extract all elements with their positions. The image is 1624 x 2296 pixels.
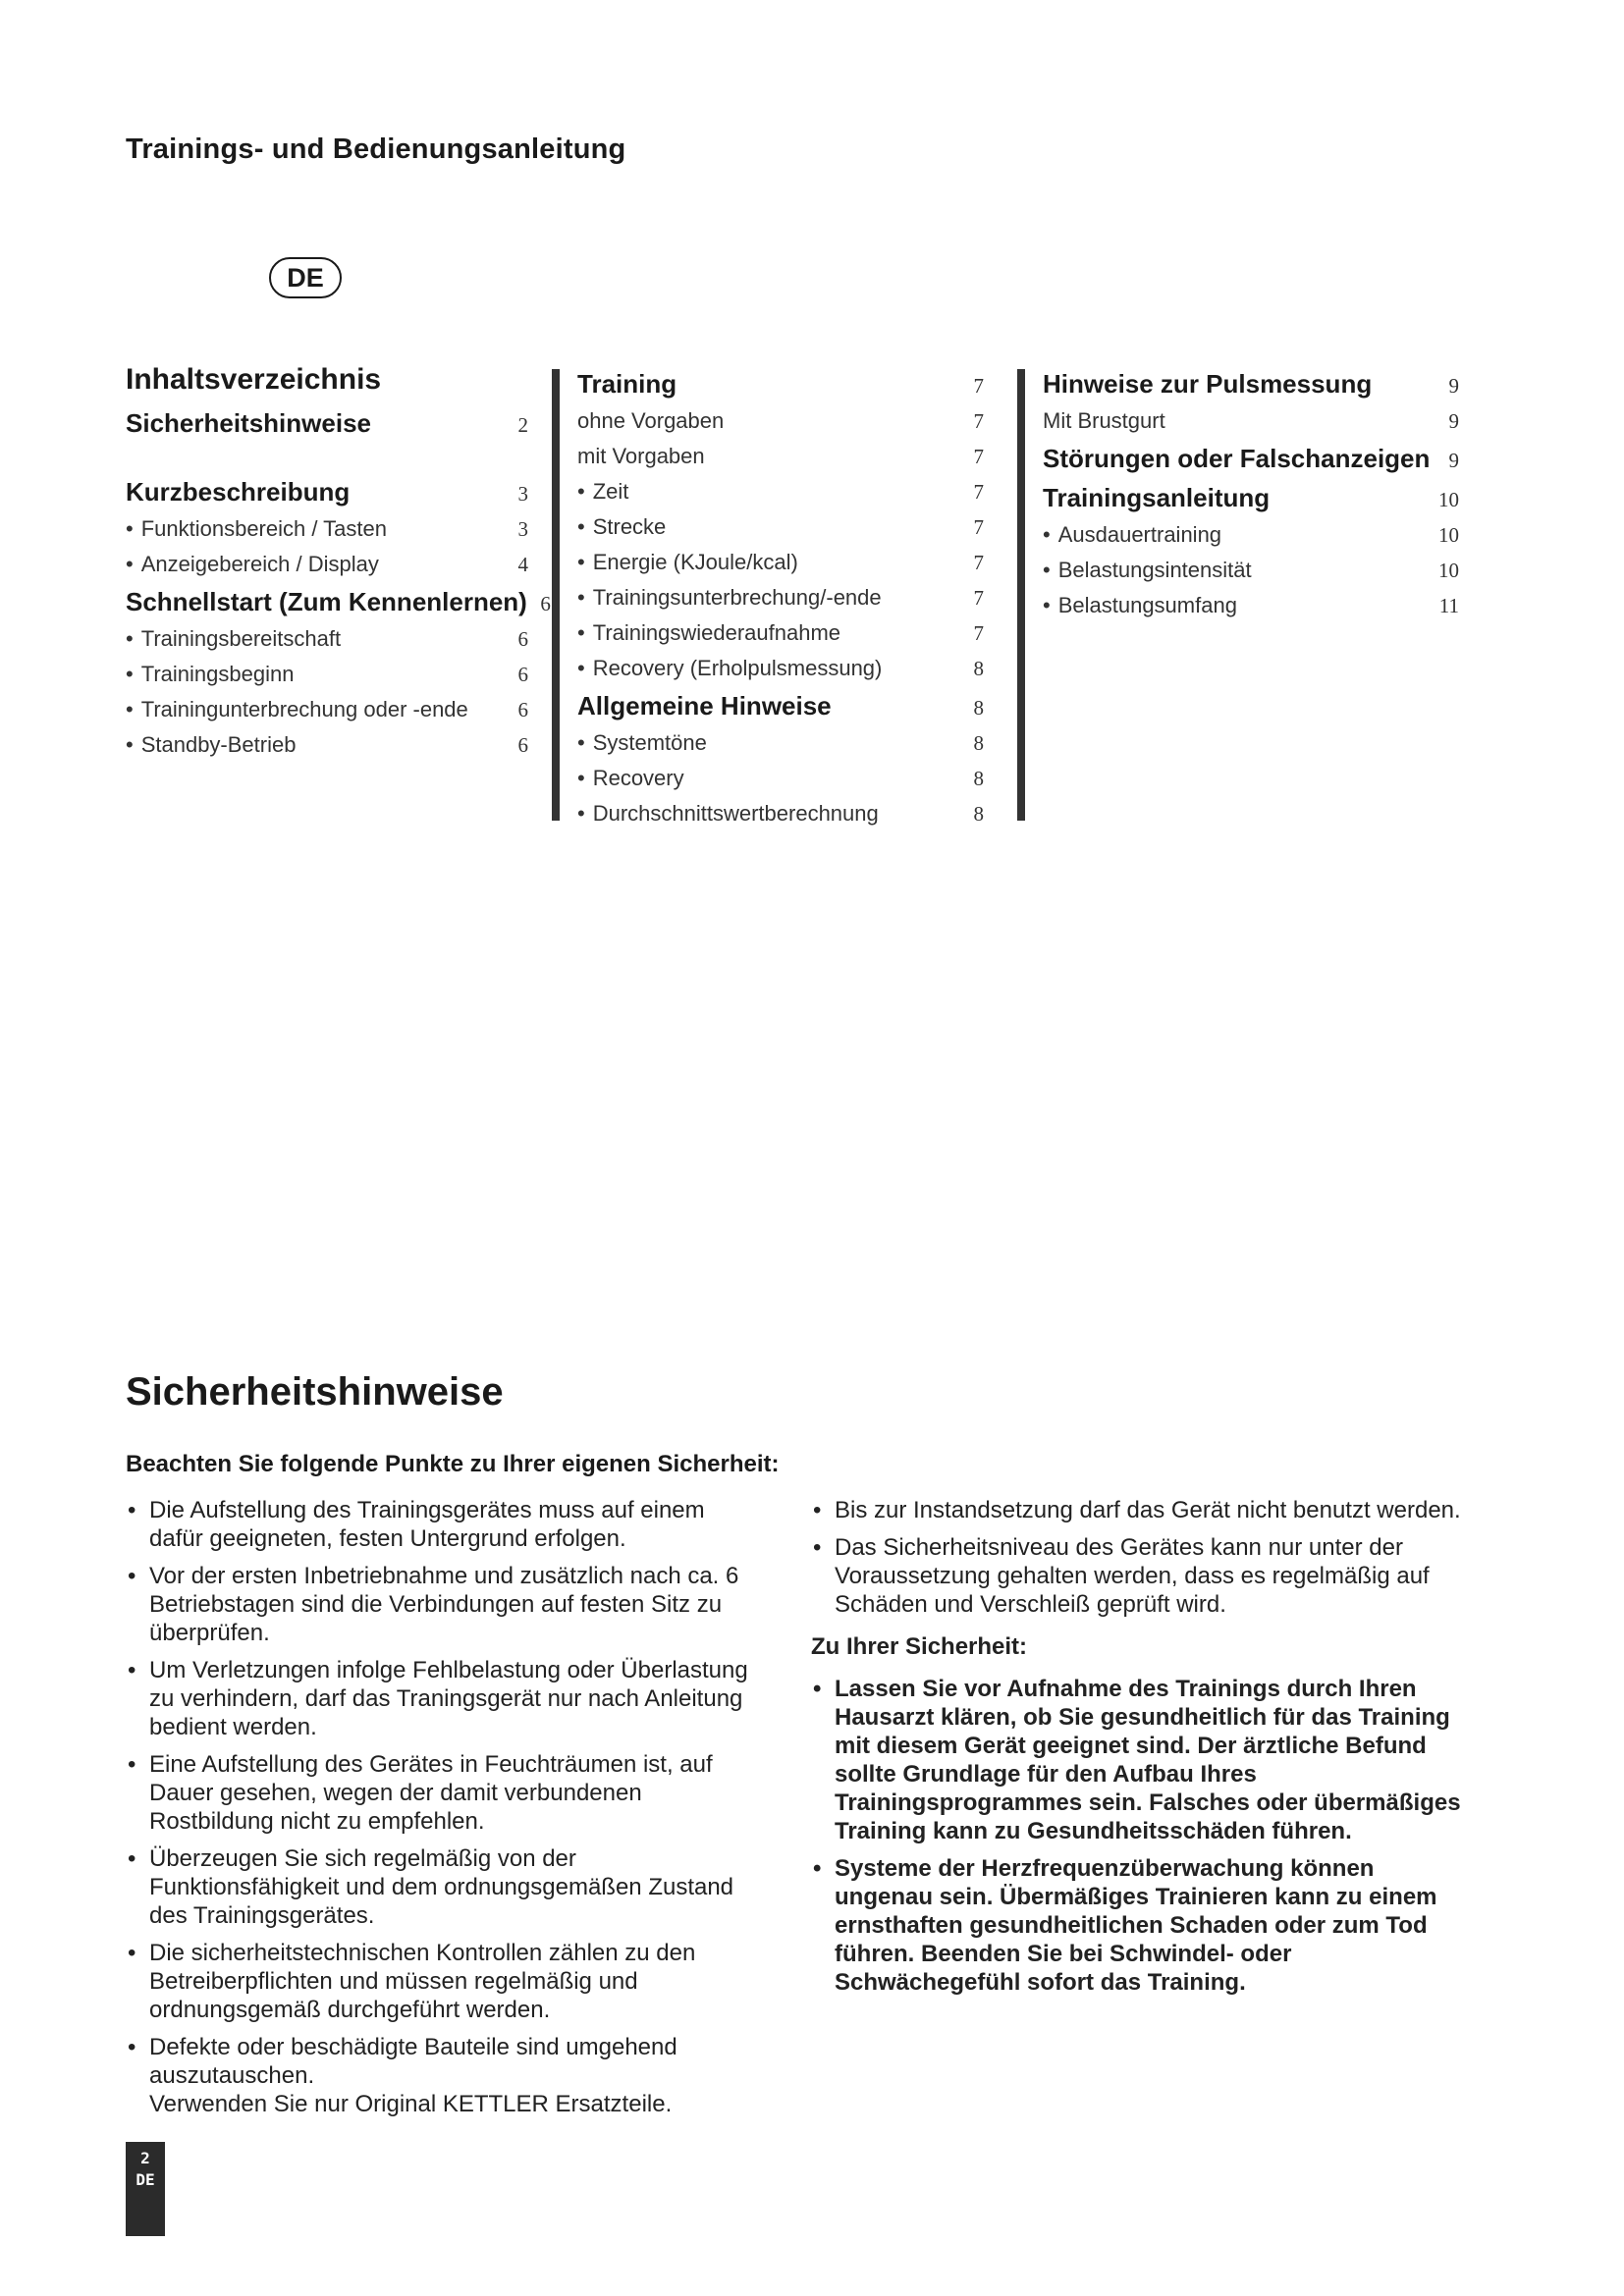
toc-entry-page: 7: [973, 551, 984, 574]
toc-entry-page: 6: [517, 698, 528, 721]
toc-entry-label: Allgemeine Hinweise: [577, 691, 832, 721]
toc-entry-page: 7: [973, 515, 984, 539]
toc-entry-page: 7: [973, 409, 984, 433]
list-item: • Eine Aufstellung des Gerätes in Feuchträumen ist, auf Dauer gesehen, wegen der damit verbundenen Rostbildung nicht zu empfehlen.: [126, 1750, 764, 1836]
toc-entry-label: Sicherheitshinweise: [126, 408, 371, 438]
list-item-note: Verwenden Sie nur Original KETTLER Ersatzteile.: [149, 2091, 673, 2117]
toc-entry[interactable]: [577, 801, 984, 836]
toc-entry-page: 6: [540, 592, 551, 615]
toc-entry-page: 10: [1438, 559, 1459, 582]
toc-entry-page: 3: [517, 517, 528, 541]
toc-column-3: [1017, 369, 1459, 821]
toc-entry-label: • Systemtöne: [577, 730, 707, 756]
toc-entry-page: 2: [517, 413, 528, 437]
toc-entry-page: 9: [1448, 449, 1459, 472]
toc-entry-page: 4: [517, 553, 528, 576]
toc-entry-page: 8: [973, 696, 984, 720]
toc-entry-label: • Trainingswiederaufnahme: [577, 620, 840, 646]
toc-entry[interactable]: [1043, 522, 1459, 558]
toc-entry[interactable]: [577, 408, 984, 444]
list-item: • Vor der ersten Inbetriebnahme und zusätzlich nach ca. 6 Betriebstagen sind die Verbindungen auf festen Sitz zu überprüfen.: [126, 1562, 764, 1647]
toc-entry-page: 3: [517, 482, 528, 506]
toc-entry-page: 7: [973, 480, 984, 504]
toc-entry[interactable]: [577, 766, 984, 801]
toc-entry-page: 6: [517, 663, 528, 686]
toc-column-1: [126, 363, 551, 768]
section-intro: Beachten Sie folgende Punkte zu Ihrer eigenen Sicherheit:: [126, 1451, 780, 1477]
toc-entry-label: • Energie (KJoule/kcal): [577, 550, 798, 575]
toc-entry[interactable]: [577, 656, 984, 691]
toc-entry[interactable]: [126, 408, 528, 448]
section-title: Sicherheitshinweise: [126, 1370, 504, 1414]
page-number: 2: [140, 2149, 150, 2167]
toc-entry[interactable]: [126, 587, 551, 626]
toc-entry[interactable]: [577, 550, 984, 585]
toc-entry-label: • Ausdauertraining: [1043, 522, 1221, 548]
toc-entry-page: 8: [973, 802, 984, 826]
safety-list: [126, 1496, 764, 2118]
toc-entry-label: Mit Brustgurt: [1043, 408, 1165, 433]
toc-entry[interactable]: [126, 662, 528, 697]
toc-entry[interactable]: [126, 626, 528, 662]
toc-entry-label: ohne Vorgaben: [577, 408, 725, 433]
list-item: [126, 2033, 764, 2118]
toc-entry-label: Trainingsanleitung: [1043, 483, 1271, 512]
toc-entry-page: 9: [1448, 374, 1459, 398]
safety-left-column: [126, 1496, 764, 2127]
toc-entry-label: Störungen oder Falschanzeigen: [1043, 444, 1431, 473]
toc-entry-label: • Trainingsbeginn: [126, 662, 294, 687]
warning-list: [811, 1675, 1469, 1997]
toc-entry[interactable]: [577, 369, 984, 408]
toc-entry[interactable]: [577, 730, 984, 766]
toc-entry-label: • Belastungsumfang: [1043, 593, 1237, 618]
toc-entry-page: 8: [973, 731, 984, 755]
list-item: • Das Sicherheitsniveau des Gerätes kann nur unter der Voraussetzung gehalten werden, dass es regelmäßig auf Schäden und Verschleiß geprüft wird.: [811, 1533, 1469, 1619]
toc-entry[interactable]: [1043, 558, 1459, 593]
page-number-tab: [126, 2142, 165, 2236]
toc-entry-label: • Trainingsbereitschaft: [126, 626, 341, 652]
toc-entry-label: • Zeit: [577, 479, 628, 505]
toc-entry-label: • Standby-Betrieb: [126, 732, 296, 758]
toc-entry[interactable]: [126, 732, 528, 768]
list-item: • Die sicherheitstechnischen Kontrollen zählen zu den Betreiberpflichten und müssen regelmäßig und ordnungsgemäß durchgeführt werden.: [126, 1939, 764, 2024]
toc-column-2: [552, 369, 984, 826]
toc-entry-page: 10: [1438, 488, 1459, 511]
toc-entry[interactable]: [577, 479, 984, 514]
page-language: DE: [135, 2170, 155, 2189]
toc-entry[interactable]: [577, 691, 984, 730]
toc-entry[interactable]: [1043, 369, 1459, 408]
toc-entry[interactable]: [126, 697, 528, 732]
toc-entry-label: • Anzeigebereich / Display: [126, 552, 379, 577]
toc-entry-page: 8: [973, 767, 984, 790]
list-item: • Um Verletzungen infolge Fehlbelastung oder Überlastung zu verhindern, darf das Traningsgerät nur nach Anleitung bedient werden.: [126, 1656, 764, 1741]
toc-entry-page: 6: [517, 733, 528, 757]
toc-entry-label: Training: [577, 369, 677, 399]
list-item-text: Defekte oder beschädigte Bauteile sind umgehend auszutauschen.: [149, 2034, 677, 2089]
toc-entry[interactable]: [577, 585, 984, 620]
toc-entry-page: 7: [973, 374, 984, 398]
warning-item: • Systeme der Herzfrequenzüberwachung können ungenau sein. Übermäßiges Trainieren kann zu einem ernsthaften gesundheitlichen Schaden oder zum Tod führen. Beenden Sie bei Schwindel- oder Schwächegefühl sofort das Training.: [811, 1854, 1469, 1997]
toc-entry[interactable]: [126, 516, 528, 552]
document-title: Trainings- und Bedienungsanleitung: [126, 133, 626, 165]
toc-entry-label: • Trainingunterbrechung oder -ende: [126, 697, 468, 722]
toc-entry[interactable]: [126, 477, 528, 516]
toc-entry-label: • Funktionsbereich / Tasten: [126, 516, 387, 542]
toc-entry-label: • Belastungsintensität: [1043, 558, 1252, 583]
toc-entry-page: 7: [973, 586, 984, 610]
toc-entry[interactable]: [1043, 408, 1459, 444]
toc-entry-page: 7: [973, 621, 984, 645]
toc-entry-page: 9: [1448, 409, 1459, 433]
toc-entry[interactable]: [577, 444, 984, 479]
toc-entry-label: • Strecke: [577, 514, 666, 540]
toc-entry-label: • Recovery: [577, 766, 684, 791]
list-item: • Überzeugen Sie sich regelmäßig von der Funktionsfähigkeit und dem ordnungsgemäßen Zustand des Trainingsgerätes.: [126, 1844, 764, 1930]
toc-entry[interactable]: [1043, 444, 1459, 483]
toc-entry[interactable]: [1043, 593, 1459, 628]
safety-right-column: [811, 1496, 1469, 2005]
toc-entry-label: mit Vorgaben: [577, 444, 705, 468]
toc-entry-page: 7: [973, 445, 984, 468]
list-item: • Bis zur Instandsetzung darf das Gerät nicht benutzt werden.: [811, 1496, 1469, 1524]
toc-entry-page: 8: [973, 657, 984, 680]
toc-entry-label: Schnellstart (Zum Kennenlernen): [126, 587, 527, 616]
toc-entry[interactable]: [577, 620, 984, 656]
warning-item: • Lassen Sie vor Aufnahme des Trainings durch Ihren Hausarzt klären, ob Sie gesundheitlich für das Training mit diesem Gerät geeignet sind. Der ärztliche Befund sollte Grundlage für den Aufbau Ihres Trainingsprogrammes sein. Falsches oder übermäßiges Training kann zu Gesundheitsschäden führen.: [811, 1675, 1469, 1845]
toc-entry-page: 10: [1438, 523, 1459, 547]
toc-entry-page: 11: [1438, 594, 1459, 617]
safety-subheading: Zu Ihrer Sicherheit:: [811, 1633, 1028, 1660]
list-item: • Die Aufstellung des Trainingsgerätes muss auf einem dafür geeigneten, festen Untergrund erfolgen.: [126, 1496, 764, 1553]
toc-entry-label: Hinweise zur Pulsmessung: [1043, 369, 1373, 399]
toc-entry-label: • Recovery (Erholpulsmessung): [577, 656, 882, 681]
toc-entry[interactable]: [126, 552, 528, 587]
toc-entry[interactable]: [1043, 483, 1459, 522]
safety-list: [811, 1496, 1469, 1619]
toc-title: Inhaltsverzeichnis: [126, 363, 382, 396]
toc-entry-label: • Trainingsunterbrechung/-ende: [577, 585, 882, 611]
language-badge: DE: [269, 257, 342, 298]
toc-entry-label: • Durchschnittswertberechnung: [577, 801, 879, 827]
toc-entry-page: 6: [517, 627, 528, 651]
toc-entry-label: Kurzbeschreibung: [126, 477, 351, 507]
toc-entry[interactable]: [577, 514, 984, 550]
